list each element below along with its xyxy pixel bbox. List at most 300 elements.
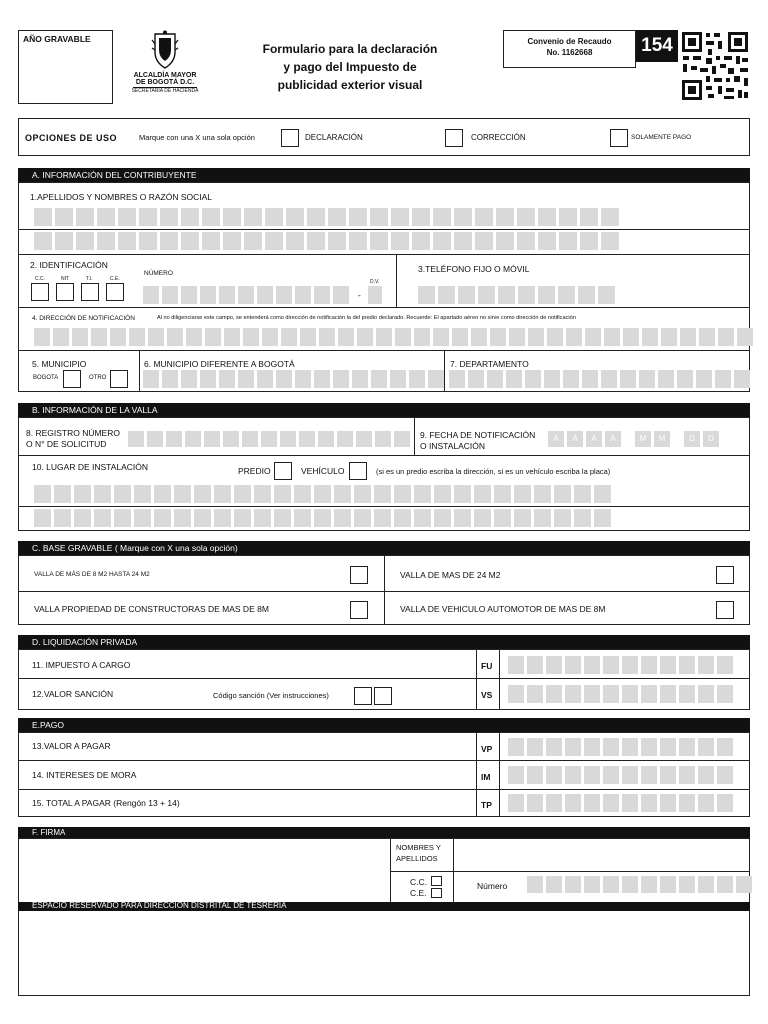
- input-cell[interactable]: [276, 286, 292, 304]
- input-cell[interactable]: [498, 286, 515, 304]
- input-cell[interactable]: [594, 509, 611, 527]
- input-cell[interactable]: [517, 208, 535, 226]
- input-cell[interactable]: [639, 370, 655, 388]
- input-cell[interactable]: [698, 738, 714, 756]
- ti-checkbox[interactable]: [81, 283, 99, 301]
- input-cell[interactable]: [375, 431, 391, 447]
- input-cell[interactable]: [454, 232, 472, 250]
- input-cell[interactable]: [603, 685, 619, 703]
- input-cell[interactable]: [374, 485, 391, 503]
- input-cell[interactable]: [354, 485, 371, 503]
- input-cell[interactable]: [128, 431, 144, 447]
- codigo-sancion-box1[interactable]: [354, 687, 372, 705]
- input-cell[interactable]: [554, 509, 571, 527]
- input-cell[interactable]: [338, 328, 354, 346]
- input-cell[interactable]: [139, 208, 157, 226]
- input-cell[interactable]: [527, 876, 543, 893]
- input-cell[interactable]: [74, 509, 91, 527]
- input-cell[interactable]: [508, 685, 524, 703]
- input-cell[interactable]: [734, 370, 750, 388]
- input-cell[interactable]: [641, 766, 657, 784]
- input-cell[interactable]: [214, 509, 231, 527]
- input-cell[interactable]: [160, 208, 178, 226]
- input-cell[interactable]: [454, 509, 471, 527]
- input-cell[interactable]: [574, 509, 591, 527]
- input-cell[interactable]: [578, 286, 595, 304]
- input-cell[interactable]: [34, 232, 52, 250]
- input-cell[interactable]: [527, 766, 543, 784]
- input-cell[interactable]: [641, 876, 657, 893]
- input-cell[interactable]: [243, 328, 259, 346]
- input-cell[interactable]: [186, 328, 202, 346]
- input-cell[interactable]: [538, 286, 555, 304]
- input-cell[interactable]: [475, 208, 493, 226]
- apellidos-row1-input[interactable]: [34, 208, 619, 226]
- input-cell[interactable]: [438, 286, 455, 304]
- input-cell[interactable]: [525, 370, 541, 388]
- input-cell[interactable]: [538, 208, 556, 226]
- input-cell[interactable]: [167, 328, 183, 346]
- input-cell[interactable]: [370, 232, 388, 250]
- input-cell[interactable]: [238, 286, 254, 304]
- input-cell[interactable]: [76, 208, 94, 226]
- input-cell[interactable]: [162, 286, 178, 304]
- base-opt1-checkbox[interactable]: [350, 566, 368, 584]
- input-cell[interactable]: [34, 208, 52, 226]
- input-cell[interactable]: [518, 286, 535, 304]
- input-cell[interactable]: [55, 232, 73, 250]
- input-cell[interactable]: [314, 286, 330, 304]
- input-cell[interactable]: [314, 370, 330, 388]
- input-cell[interactable]: [508, 738, 524, 756]
- year-cell[interactable]: A: [548, 431, 564, 447]
- input-cell[interactable]: [224, 328, 240, 346]
- year-cell[interactable]: A: [567, 431, 583, 447]
- input-cell[interactable]: [679, 685, 695, 703]
- input-cell[interactable]: [718, 328, 734, 346]
- input-cell[interactable]: [394, 431, 410, 447]
- input-cell[interactable]: [584, 738, 600, 756]
- input-cell[interactable]: [414, 328, 430, 346]
- input-cell[interactable]: [584, 685, 600, 703]
- declaracion-checkbox[interactable]: [281, 129, 299, 147]
- input-cell[interactable]: [114, 509, 131, 527]
- input-cell[interactable]: [244, 208, 262, 226]
- intereses-input[interactable]: [508, 766, 733, 784]
- input-cell[interactable]: [34, 485, 51, 503]
- input-cell[interactable]: [603, 794, 619, 812]
- input-cell[interactable]: [494, 509, 511, 527]
- input-cell[interactable]: [333, 370, 349, 388]
- input-cell[interactable]: [452, 328, 468, 346]
- input-cell[interactable]: [546, 656, 562, 674]
- input-cell[interactable]: [394, 485, 411, 503]
- input-cell[interactable]: [517, 232, 535, 250]
- input-cell[interactable]: [370, 208, 388, 226]
- input-cell[interactable]: [374, 509, 391, 527]
- input-cell[interactable]: [475, 232, 493, 250]
- input-cell[interactable]: [698, 685, 714, 703]
- sancion-input[interactable]: [508, 685, 733, 703]
- input-cell[interactable]: [527, 794, 543, 812]
- input-cell[interactable]: [434, 509, 451, 527]
- input-cell[interactable]: [34, 328, 50, 346]
- input-cell[interactable]: [642, 328, 658, 346]
- input-cell[interactable]: [478, 286, 495, 304]
- input-cell[interactable]: [219, 370, 235, 388]
- input-cell[interactable]: [55, 208, 73, 226]
- base-opt2-checkbox[interactable]: [716, 566, 734, 584]
- day-cell[interactable]: D: [684, 431, 700, 447]
- input-cell[interactable]: [223, 208, 241, 226]
- input-cell[interactable]: [527, 656, 543, 674]
- input-cell[interactable]: [434, 485, 451, 503]
- input-cell[interactable]: [546, 794, 562, 812]
- input-cell[interactable]: [307, 208, 325, 226]
- input-cell[interactable]: [414, 509, 431, 527]
- input-cell[interactable]: [129, 328, 145, 346]
- input-cell[interactable]: [265, 208, 283, 226]
- codigo-sancion-box2[interactable]: [374, 687, 392, 705]
- input-cell[interactable]: [717, 766, 733, 784]
- input-cell[interactable]: [641, 656, 657, 674]
- input-cell[interactable]: [736, 876, 752, 893]
- input-cell[interactable]: [677, 370, 693, 388]
- input-cell[interactable]: [514, 509, 531, 527]
- month-cell[interactable]: M: [635, 431, 651, 447]
- input-cell[interactable]: [314, 485, 331, 503]
- input-cell[interactable]: [527, 738, 543, 756]
- input-cell[interactable]: [565, 685, 581, 703]
- input-cell[interactable]: [679, 766, 695, 784]
- input-cell[interactable]: [471, 328, 487, 346]
- input-cell[interactable]: [390, 370, 406, 388]
- input-cell[interactable]: [162, 370, 178, 388]
- input-cell[interactable]: [110, 328, 126, 346]
- firma-ce-checkbox[interactable]: [431, 888, 442, 898]
- input-cell[interactable]: [496, 208, 514, 226]
- input-cell[interactable]: [333, 286, 349, 304]
- correccion-checkbox[interactable]: [445, 129, 463, 147]
- day-cell[interactable]: D: [703, 431, 719, 447]
- month-cell[interactable]: M: [654, 431, 670, 447]
- input-cell[interactable]: [139, 232, 157, 250]
- input-cell[interactable]: [514, 485, 531, 503]
- input-cell[interactable]: [544, 370, 560, 388]
- input-cell[interactable]: [603, 766, 619, 784]
- input-cell[interactable]: [328, 208, 346, 226]
- municipio-diferente-input[interactable]: [143, 370, 444, 388]
- input-cell[interactable]: [598, 286, 615, 304]
- input-cell[interactable]: [174, 509, 191, 527]
- input-cell[interactable]: [53, 328, 69, 346]
- input-cell[interactable]: [154, 509, 171, 527]
- input-cell[interactable]: [538, 232, 556, 250]
- input-cell[interactable]: [94, 509, 111, 527]
- input-cell[interactable]: [257, 370, 273, 388]
- input-cell[interactable]: [433, 208, 451, 226]
- identificacion-number-input[interactable]: [143, 286, 349, 304]
- input-cell[interactable]: [181, 232, 199, 250]
- input-cell[interactable]: [294, 509, 311, 527]
- input-cell[interactable]: [286, 232, 304, 250]
- input-cell[interactable]: [623, 328, 639, 346]
- input-cell[interactable]: [699, 328, 715, 346]
- input-cell[interactable]: [496, 232, 514, 250]
- input-cell[interactable]: [118, 208, 136, 226]
- input-cell[interactable]: [565, 794, 581, 812]
- input-cell[interactable]: [604, 328, 620, 346]
- input-cell[interactable]: [641, 685, 657, 703]
- input-cell[interactable]: [74, 485, 91, 503]
- input-cell[interactable]: [558, 286, 575, 304]
- input-cell[interactable]: [698, 656, 714, 674]
- anio-gravable-box[interactable]: [18, 30, 113, 104]
- input-cell[interactable]: [148, 328, 164, 346]
- input-cell[interactable]: [717, 876, 733, 893]
- input-cell[interactable]: [717, 794, 733, 812]
- input-cell[interactable]: [582, 370, 598, 388]
- input-cell[interactable]: [143, 370, 159, 388]
- input-cell[interactable]: [717, 685, 733, 703]
- input-cell[interactable]: [54, 485, 71, 503]
- telefono-input[interactable]: [418, 286, 615, 304]
- input-cell[interactable]: [603, 738, 619, 756]
- input-cell[interactable]: [494, 485, 511, 503]
- year-cell[interactable]: A: [586, 431, 602, 447]
- input-cell[interactable]: [508, 766, 524, 784]
- input-cell[interactable]: [490, 328, 506, 346]
- input-cell[interactable]: [737, 328, 753, 346]
- input-cell[interactable]: [574, 485, 591, 503]
- input-cell[interactable]: [261, 431, 277, 447]
- input-cell[interactable]: [546, 876, 562, 893]
- input-cell[interactable]: [314, 509, 331, 527]
- input-cell[interactable]: [274, 485, 291, 503]
- input-cell[interactable]: [546, 766, 562, 784]
- input-cell[interactable]: [352, 370, 368, 388]
- input-cell[interactable]: [281, 328, 297, 346]
- input-cell[interactable]: [254, 509, 271, 527]
- input-cell[interactable]: [508, 794, 524, 812]
- input-cell[interactable]: [546, 738, 562, 756]
- input-cell[interactable]: [200, 370, 216, 388]
- input-cell[interactable]: [238, 370, 254, 388]
- input-cell[interactable]: [368, 286, 382, 304]
- input-cell[interactable]: [328, 232, 346, 250]
- input-cell[interactable]: [527, 685, 543, 703]
- input-cell[interactable]: [147, 431, 163, 447]
- input-cell[interactable]: [508, 656, 524, 674]
- input-cell[interactable]: [412, 208, 430, 226]
- input-cell[interactable]: [622, 794, 638, 812]
- input-cell[interactable]: [563, 370, 579, 388]
- input-cell[interactable]: [274, 509, 291, 527]
- input-cell[interactable]: [418, 286, 435, 304]
- input-cell[interactable]: [194, 509, 211, 527]
- year-cell[interactable]: A: [605, 431, 621, 447]
- input-cell[interactable]: [354, 509, 371, 527]
- registro-input[interactable]: [128, 431, 410, 447]
- input-cell[interactable]: [181, 370, 197, 388]
- input-cell[interactable]: [546, 685, 562, 703]
- input-cell[interactable]: [97, 232, 115, 250]
- input-cell[interactable]: [433, 232, 451, 250]
- input-cell[interactable]: [94, 485, 111, 503]
- input-cell[interactable]: [185, 431, 201, 447]
- input-cell[interactable]: [717, 738, 733, 756]
- input-cell[interactable]: [265, 232, 283, 250]
- input-cell[interactable]: [580, 232, 598, 250]
- firma-cc-checkbox[interactable]: [431, 876, 442, 886]
- input-cell[interactable]: [204, 431, 220, 447]
- solamente-pago-checkbox[interactable]: [610, 129, 628, 147]
- input-cell[interactable]: [660, 685, 676, 703]
- input-cell[interactable]: [660, 794, 676, 812]
- input-cell[interactable]: [54, 509, 71, 527]
- input-cell[interactable]: [143, 286, 159, 304]
- dv-input[interactable]: [368, 286, 382, 304]
- input-cell[interactable]: [698, 876, 714, 893]
- input-cell[interactable]: [601, 370, 617, 388]
- fecha-input[interactable]: [548, 431, 719, 447]
- input-cell[interactable]: [371, 370, 387, 388]
- total-pagar-input[interactable]: [508, 794, 733, 812]
- input-cell[interactable]: [547, 328, 563, 346]
- input-cell[interactable]: [584, 794, 600, 812]
- input-cell[interactable]: [660, 738, 676, 756]
- input-cell[interactable]: [506, 370, 522, 388]
- input-cell[interactable]: [433, 328, 449, 346]
- input-cell[interactable]: [337, 431, 353, 447]
- input-cell[interactable]: [181, 286, 197, 304]
- input-cell[interactable]: [72, 328, 88, 346]
- input-cell[interactable]: [349, 208, 367, 226]
- input-cell[interactable]: [449, 370, 465, 388]
- input-cell[interactable]: [318, 431, 334, 447]
- input-cell[interactable]: [194, 485, 211, 503]
- input-cell[interactable]: [412, 232, 430, 250]
- input-cell[interactable]: [601, 208, 619, 226]
- input-cell[interactable]: [641, 738, 657, 756]
- input-cell[interactable]: [559, 232, 577, 250]
- bogota-checkbox[interactable]: [63, 370, 81, 388]
- input-cell[interactable]: [565, 738, 581, 756]
- input-cell[interactable]: [223, 431, 239, 447]
- input-cell[interactable]: [202, 232, 220, 250]
- input-cell[interactable]: [280, 431, 296, 447]
- input-cell[interactable]: [620, 370, 636, 388]
- input-cell[interactable]: [202, 208, 220, 226]
- input-cell[interactable]: [585, 328, 601, 346]
- input-cell[interactable]: [391, 232, 409, 250]
- input-cell[interactable]: [118, 232, 136, 250]
- input-cell[interactable]: [603, 656, 619, 674]
- valor-pagar-input[interactable]: [508, 738, 733, 756]
- input-cell[interactable]: [356, 431, 372, 447]
- input-cell[interactable]: [414, 485, 431, 503]
- input-cell[interactable]: [679, 876, 695, 893]
- input-cell[interactable]: [114, 485, 131, 503]
- input-cell[interactable]: [534, 509, 551, 527]
- input-cell[interactable]: [409, 370, 425, 388]
- input-cell[interactable]: [566, 328, 582, 346]
- predio-checkbox[interactable]: [274, 462, 292, 480]
- input-cell[interactable]: [200, 286, 216, 304]
- input-cell[interactable]: [299, 431, 315, 447]
- input-cell[interactable]: [717, 656, 733, 674]
- input-cell[interactable]: [622, 685, 638, 703]
- input-cell[interactable]: [34, 509, 51, 527]
- firma-numero-input[interactable]: [527, 876, 752, 893]
- input-cell[interactable]: [487, 370, 503, 388]
- input-cell[interactable]: [294, 485, 311, 503]
- input-cell[interactable]: [661, 328, 677, 346]
- input-cell[interactable]: [584, 766, 600, 784]
- input-cell[interactable]: [214, 485, 231, 503]
- input-cell[interactable]: [134, 485, 151, 503]
- input-cell[interactable]: [715, 370, 731, 388]
- lugar-row2-input[interactable]: [34, 509, 611, 527]
- vehiculo-checkbox[interactable]: [349, 462, 367, 480]
- input-cell[interactable]: [554, 485, 571, 503]
- input-cell[interactable]: [534, 485, 551, 503]
- input-cell[interactable]: [601, 232, 619, 250]
- base-opt3-checkbox[interactable]: [350, 601, 368, 619]
- input-cell[interactable]: [680, 328, 696, 346]
- direccion-input[interactable]: [34, 328, 753, 346]
- input-cell[interactable]: [219, 286, 235, 304]
- apellidos-row2-input[interactable]: [34, 232, 619, 250]
- base-opt4-checkbox[interactable]: [716, 601, 734, 619]
- input-cell[interactable]: [509, 328, 525, 346]
- input-cell[interactable]: [603, 876, 619, 893]
- input-cell[interactable]: [174, 485, 191, 503]
- input-cell[interactable]: [559, 208, 577, 226]
- input-cell[interactable]: [679, 794, 695, 812]
- input-cell[interactable]: [622, 766, 638, 784]
- input-cell[interactable]: [584, 876, 600, 893]
- input-cell[interactable]: [594, 485, 611, 503]
- input-cell[interactable]: [641, 794, 657, 812]
- input-cell[interactable]: [679, 738, 695, 756]
- input-cell[interactable]: [660, 876, 676, 893]
- input-cell[interactable]: [565, 656, 581, 674]
- input-cell[interactable]: [319, 328, 335, 346]
- input-cell[interactable]: [565, 876, 581, 893]
- input-cell[interactable]: [97, 208, 115, 226]
- input-cell[interactable]: [234, 485, 251, 503]
- input-cell[interactable]: [698, 766, 714, 784]
- input-cell[interactable]: [622, 738, 638, 756]
- input-cell[interactable]: [458, 286, 475, 304]
- input-cell[interactable]: [395, 328, 411, 346]
- nit-checkbox[interactable]: [56, 283, 74, 301]
- cc-checkbox[interactable]: [31, 283, 49, 301]
- input-cell[interactable]: [698, 794, 714, 812]
- input-cell[interactable]: [454, 485, 471, 503]
- input-cell[interactable]: [160, 232, 178, 250]
- input-cell[interactable]: [254, 485, 271, 503]
- input-cell[interactable]: [658, 370, 674, 388]
- departamento-input[interactable]: [449, 370, 750, 388]
- input-cell[interactable]: [428, 370, 444, 388]
- input-cell[interactable]: [334, 509, 351, 527]
- input-cell[interactable]: [349, 232, 367, 250]
- input-cell[interactable]: [622, 876, 638, 893]
- input-cell[interactable]: [454, 208, 472, 226]
- input-cell[interactable]: [166, 431, 182, 447]
